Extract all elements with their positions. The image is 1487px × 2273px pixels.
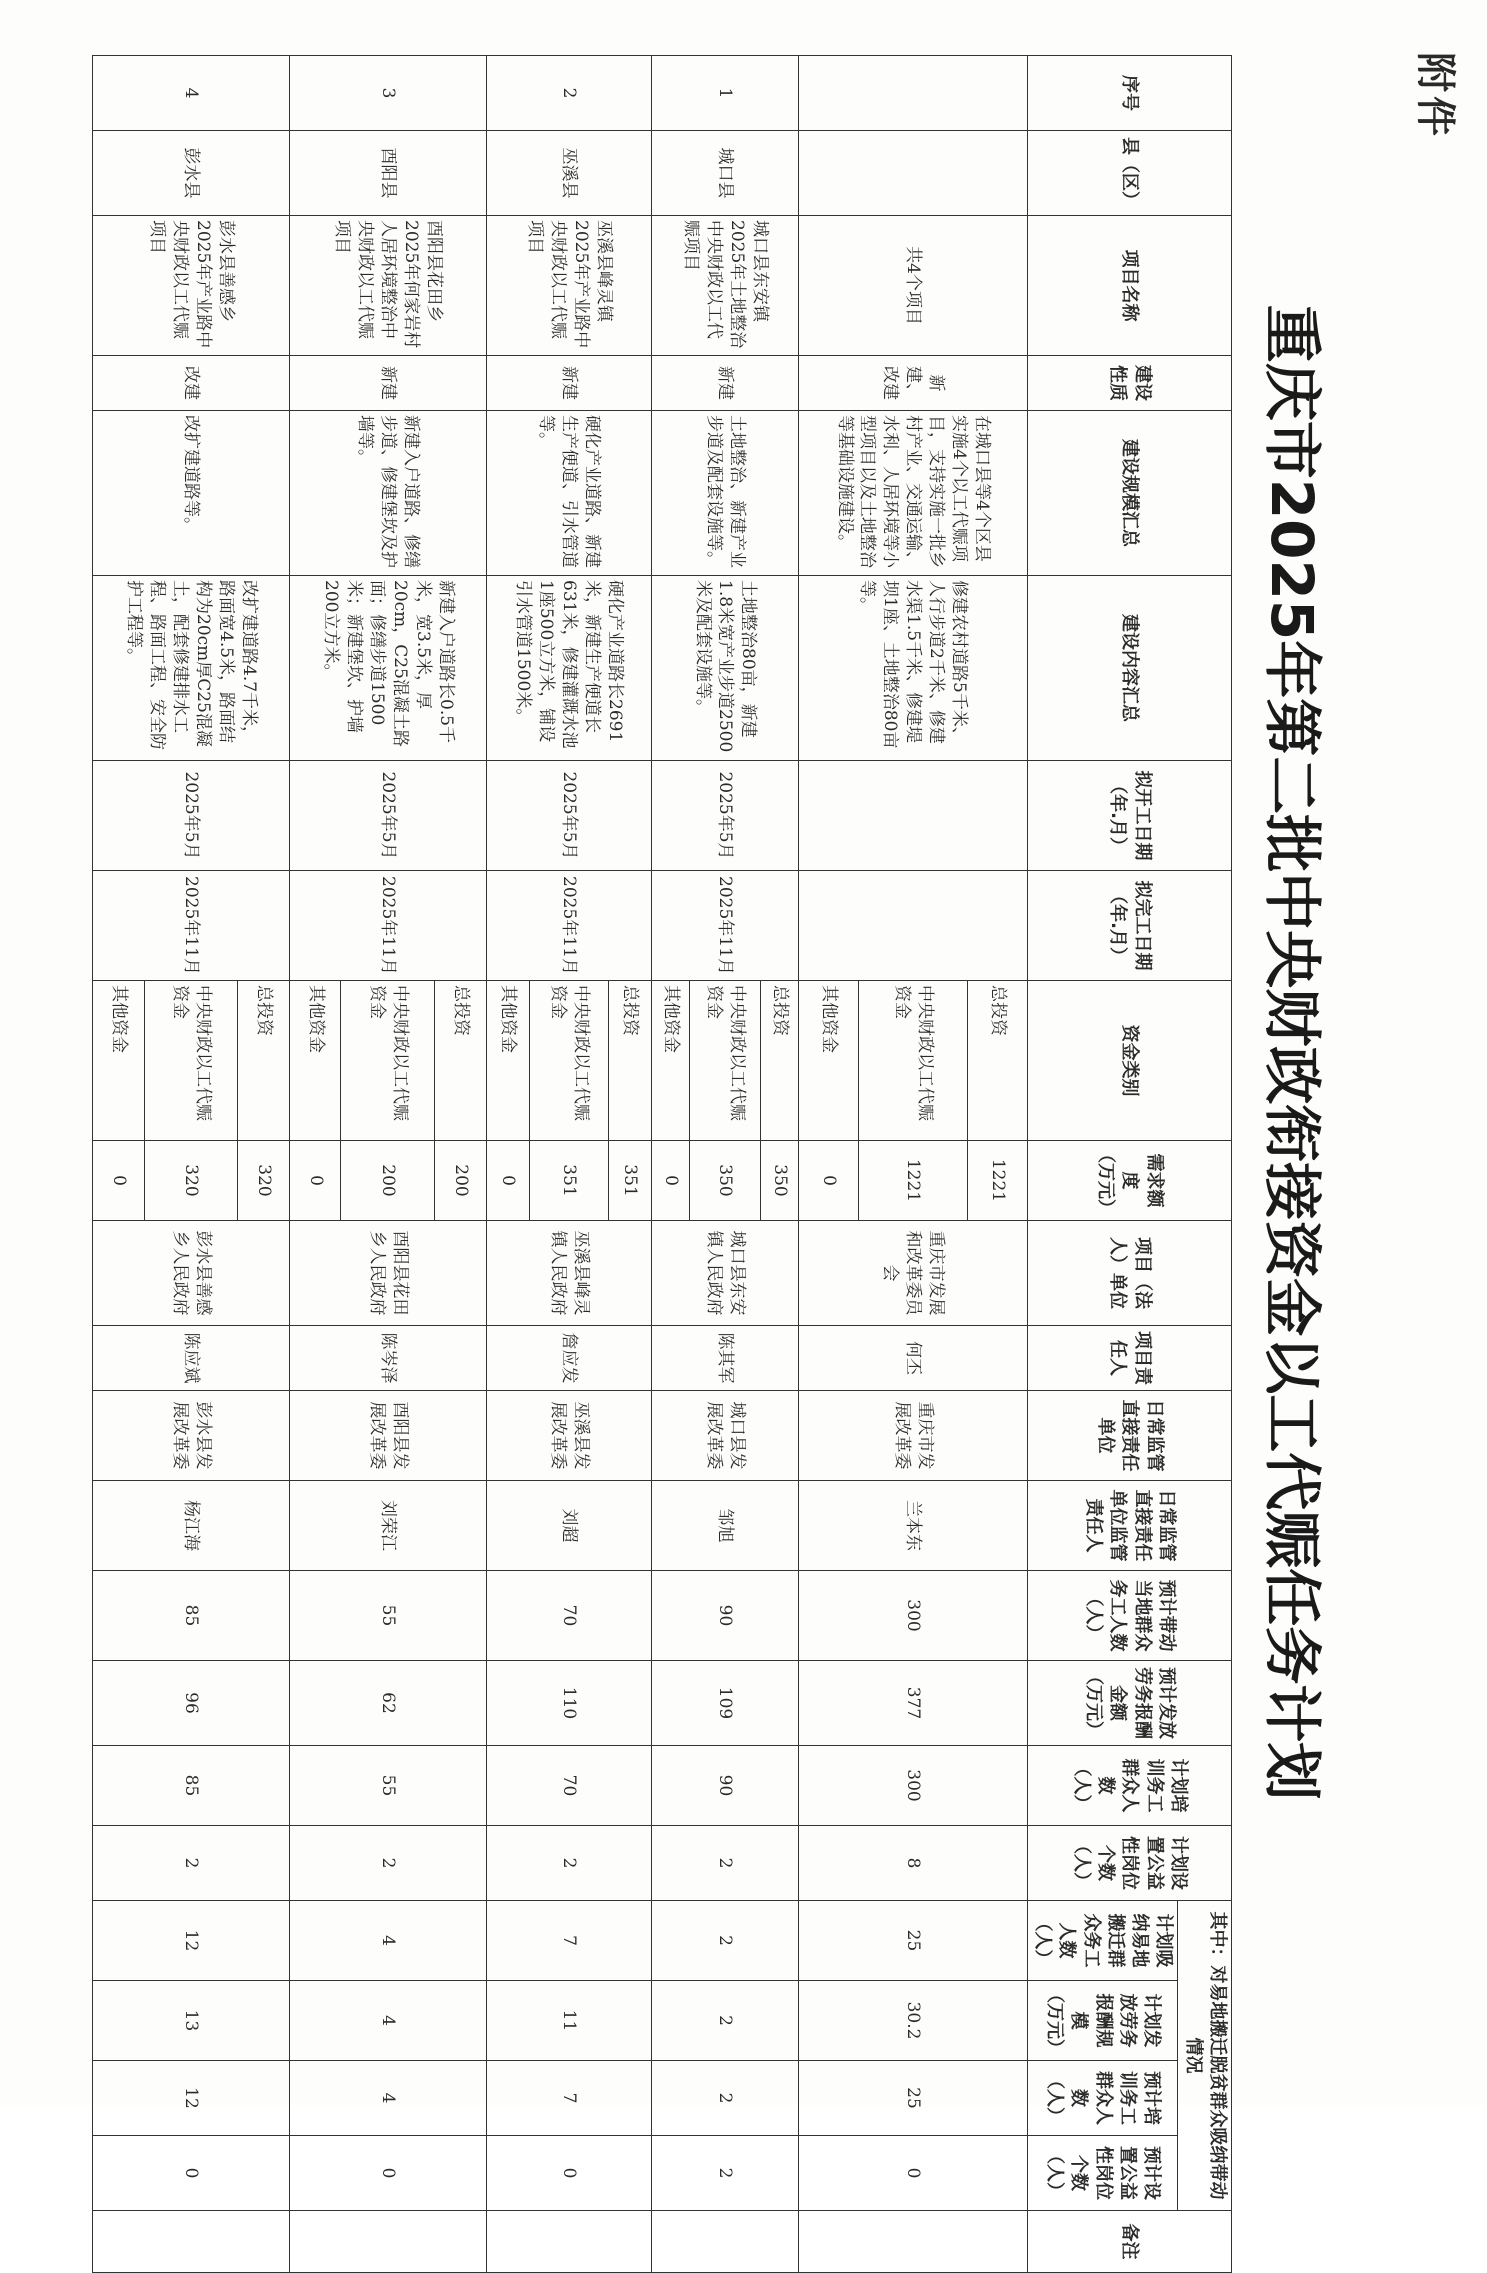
header-relocated-wages-label: 计划发放劳务报酬规模 [1068, 1993, 1163, 2048]
cell-wages: 109 [651, 1661, 798, 1746]
cell-end: 2025年11月 [289, 871, 486, 981]
cell-content: 新建入户道路长0.5千米，宽3.5米，厚20cm，C25混凝土路面；修缮步道1500米；新建堡坎、护墙200立方米。 [289, 576, 486, 761]
cell-remarks [799, 2211, 1027, 2273]
cell-relocated-posts: 2 [651, 2136, 798, 2211]
cell-relocated-workers: 7 [486, 1901, 651, 1981]
cell-construction-type: 新建、改建 [799, 356, 1027, 411]
cell-construction-type: 新建 [651, 356, 798, 411]
cell-content: 土地整治80亩，新建1.8米宽产业步道2500米及配套设施等。 [651, 576, 798, 761]
cell-relocated-posts: 0 [93, 2136, 290, 2211]
cell-scale: 改扩建道路等。 [93, 411, 290, 576]
header-relocated-posts-unit: （人） [1044, 2146, 1066, 2200]
header-trained-unit: （人） [1070, 1758, 1092, 1813]
attachment-label: 附件 [1412, 52, 1458, 140]
cell-fund-type-other: 其他资金 [93, 981, 145, 1141]
cell-relocated-wages: 4 [289, 1981, 486, 2061]
cell-owner: 陈应斌 [93, 1326, 290, 1391]
cell-wages: 62 [289, 1661, 486, 1746]
cell-amount-central: 351 [529, 1141, 608, 1221]
header-end: 拟完工日期（年.月） [1027, 871, 1231, 981]
header-relocated-posts [1027, 2136, 1178, 2211]
cell-unit: 重庆市发展和改革委员会 [799, 1221, 1027, 1326]
cell-seq: 3 [289, 56, 486, 131]
cell-start [799, 761, 1027, 871]
header-remarks: 备注 [1027, 2211, 1231, 2273]
header-wages [1027, 1661, 1231, 1746]
cell-public-posts: 8 [799, 1826, 1027, 1901]
cell-workers: 300 [799, 1571, 1027, 1661]
cell-remarks [651, 2211, 798, 2273]
cell-amount-other: 0 [289, 1141, 341, 1221]
cell-trained: 300 [799, 1746, 1027, 1826]
cell-relocated-wages: 30.2 [799, 1981, 1027, 2061]
cell-supervisor-person: 刘超 [486, 1481, 651, 1571]
cell-project-name: 城口县东安镇2025年土地整治中央财政以工代赈项目 [651, 216, 798, 356]
cell-relocated-trained: 4 [289, 2061, 486, 2136]
header-trained-label: 计划培训务工群众人数 [1095, 1758, 1190, 1813]
header-start: 拟开工日期（年.月） [1027, 761, 1231, 871]
header-public-posts-label: 计划设置公益性岗位个数 [1095, 1836, 1190, 1890]
cell-construction-type: 改建 [93, 356, 290, 411]
cell-seq: 4 [93, 56, 290, 131]
cell-content: 改扩建道路4.7千米，路面宽4.5米，路面结构为20cm厚C25混凝土，配套修建排水工程、路面工程、安全防护工程等。 [93, 576, 290, 761]
header-trained [1027, 1746, 1231, 1826]
cell-owner: 何丕 [799, 1326, 1027, 1391]
cell-amount-other: 0 [651, 1141, 690, 1221]
cell-remarks [289, 2211, 486, 2273]
cell-trained: 70 [486, 1746, 651, 1826]
cell-relocated-posts: 0 [799, 2136, 1027, 2211]
cell-content: 硬化产业道路长2691米，新建生产便道长631米，修建灌溉水池1座500立方米，铺设引水管道1500米。 [486, 576, 651, 761]
cell-scale: 土地整治、新建产业步道及配套设施等。 [651, 411, 798, 576]
cell-fund-type-total: 总投资 [435, 981, 486, 1141]
cell-fund-type-total: 总投资 [967, 981, 1027, 1141]
cell-fund-type-central: 中央财政以工代赈资金 [341, 981, 435, 1141]
cell-supervisor-unit: 巫溪县发展改革委 [486, 1391, 651, 1481]
cell-scale: 在城口县等4个区县实施4个以工代赈项目，支持实施一批乡村产业、交通运输、水利、人居环境等小型项目以及土地整治等基础设施建设。 [799, 411, 1027, 576]
cell-amount-total: 200 [435, 1141, 486, 1221]
cell-county: 巫溪县 [486, 131, 651, 216]
cell-fund-type-central: 中央财政以工代赈资金 [690, 981, 760, 1141]
cell-scale: 硬化产业道路、新建生产便道、引水管道等。 [486, 411, 651, 576]
cell-supervisor-unit: 彭水县发展改革委 [93, 1391, 290, 1481]
summary-row-total [967, 56, 1027, 2273]
cell-county: 城口县 [651, 131, 798, 216]
cell-owner: 詹应发 [486, 1326, 651, 1391]
header-relocation-group: 其中：对易地搬迁脱贫群众吸纳带动情况 [1178, 1901, 1232, 2211]
cell-trained: 90 [651, 1746, 798, 1826]
cell-wages: 377 [799, 1661, 1027, 1746]
cell-supervisor-person: 杨江海 [93, 1481, 290, 1571]
cell-amount-total: 1221 [967, 1141, 1027, 1221]
cell-amount-other: 0 [799, 1141, 859, 1221]
cell-relocated-workers: 25 [799, 1901, 1027, 1981]
header-supervisor-unit: 日常监管直接责任单位 [1027, 1391, 1231, 1481]
document-title: 重庆市2025年第二批中央财政衔接资金以工代赈任务计划 [1258, 304, 1326, 1801]
cell-remarks [486, 2211, 651, 2273]
cell-unit: 酉阳县花田乡人民政府 [289, 1221, 486, 1326]
cell-unit: 巫溪县峰灵镇人民政府 [486, 1221, 651, 1326]
cell-public-posts: 2 [651, 1826, 798, 1901]
header-supervisor-person: 日常监管直接责任单位监管责任人 [1027, 1481, 1231, 1571]
cell-remarks [93, 2211, 290, 2273]
cell-relocated-posts: 0 [289, 2136, 486, 2211]
cell-supervisor-unit: 城口县发展改革委 [651, 1391, 798, 1481]
cell-owner: 陈其军 [651, 1326, 798, 1391]
header-relocated-workers-label: 计划吸纳易地搬迁群众务工人数 [1056, 1913, 1175, 1968]
cell-relocated-workers: 2 [651, 1901, 798, 1981]
header-project-name: 项目名称 [1027, 216, 1231, 356]
cell-relocated-trained: 2 [651, 2061, 798, 2136]
header-relocated-wages-unit: （万元） [1044, 1985, 1066, 2057]
cell-fund-type-central: 中央财政以工代赈资金 [858, 981, 967, 1141]
cell-relocated-trained: 7 [486, 2061, 651, 2136]
cell-fund-type-other: 其他资金 [799, 981, 859, 1141]
cell-relocated-workers: 12 [93, 1901, 290, 1981]
header-workers [1027, 1571, 1231, 1661]
project-row-total [760, 56, 799, 2273]
header-relocated-workers-unit: （人） [1031, 1913, 1053, 1968]
cell-supervisor-person: 刘荣江 [289, 1481, 486, 1571]
header-wages-unit: （万元） [1083, 1667, 1105, 1739]
header-fund-type: 资金类别 [1027, 981, 1231, 1141]
cell-county: 彭水县 [93, 131, 290, 216]
cell-start: 2025年5月 [289, 761, 486, 871]
cell-workers: 85 [93, 1571, 290, 1661]
header-row-1 [1178, 56, 1232, 2273]
cell-end: 2025年11月 [651, 871, 798, 981]
cell-amount-central: 350 [690, 1141, 760, 1221]
cell-amount-total: 350 [760, 1141, 799, 1221]
cell-construction-type: 新建 [289, 356, 486, 411]
header-relocated-trained-label: 预计培训务工群众人数 [1068, 2071, 1163, 2125]
cell-end: 2025年11月 [93, 871, 290, 981]
cell-relocated-posts: 0 [486, 2136, 651, 2211]
cell-fund-type-total: 总投资 [238, 981, 289, 1141]
cell-supervisor-unit: 重庆市发展改革委 [799, 1391, 1027, 1481]
cell-project-name: 巫溪县峰灵镇2025年产业路中央财政以工代赈项目 [486, 216, 651, 356]
cell-relocated-wages: 2 [651, 1981, 798, 2061]
cell-owner: 陈岑泽 [289, 1326, 486, 1391]
cell-public-posts: 2 [93, 1826, 290, 1901]
cell-amount-total: 351 [608, 1141, 651, 1221]
cell-relocated-trained: 25 [799, 2061, 1027, 2136]
header-relocated-trained [1027, 2061, 1178, 2136]
cell-public-posts: 2 [289, 1826, 486, 1901]
header-public-posts [1027, 1826, 1231, 1901]
cell-supervisor-unit: 酉阳县发展改革委 [289, 1391, 486, 1481]
header-amount [1027, 1141, 1231, 1221]
header-relocated-wages [1027, 1981, 1178, 2061]
cell-end [799, 871, 1027, 981]
cell-wages: 110 [486, 1661, 651, 1746]
cell-county: 酉阳县 [289, 131, 486, 216]
cell-workers: 70 [486, 1571, 651, 1661]
cell-end: 2025年11月 [486, 871, 651, 981]
project-row-total [435, 56, 486, 2273]
cell-relocated-trained: 12 [93, 2061, 290, 2136]
cell-content: 修建农村道路5千米、人行步道2千米、修建水渠1.5千米、修建堤坝1座、土地整治80亩等。 [799, 576, 1027, 761]
header-amount-label: 需求额度 [1119, 1153, 1165, 1208]
cell-fund-type-other: 其他资金 [289, 981, 341, 1141]
header-public-posts-unit: （人） [1070, 1836, 1092, 1890]
header-content: 建设内容汇总 [1027, 576, 1231, 761]
cell-workers: 90 [651, 1571, 798, 1661]
cell-unit: 彭水县善感乡人民政府 [93, 1221, 290, 1326]
cell-trained: 55 [289, 1746, 486, 1826]
cell-workers: 55 [289, 1571, 486, 1661]
cell-fund-type-central: 中央财政以工代赈资金 [144, 981, 238, 1141]
cell-amount-central: 200 [341, 1141, 435, 1221]
task-plan-table [92, 55, 1232, 2273]
cell-project-name: 彭水县善感乡2025年产业路中央财政以工代赈项目 [93, 216, 290, 356]
cell-scale: 新建入户道路、修缮步道、修建堡坎及护墙等。 [289, 411, 486, 576]
cell-start: 2025年5月 [486, 761, 651, 871]
cell-public-posts: 2 [486, 1826, 651, 1901]
header-seq: 序号 [1027, 56, 1231, 131]
cell-supervisor-person: 兰本东 [799, 1481, 1027, 1571]
cell-supervisor-person: 邹旭 [651, 1481, 798, 1571]
cell-amount-total: 320 [238, 1141, 289, 1221]
cell-relocated-wages: 13 [93, 1981, 290, 2061]
cell-project-name: 共4个项目 [799, 216, 1027, 356]
header-unit: 项目（法人）单位 [1027, 1221, 1231, 1326]
cell-construction-type: 新建 [486, 356, 651, 411]
cell-fund-type-other: 其他资金 [486, 981, 529, 1141]
header-scale: 建设规模汇总 [1027, 411, 1231, 576]
cell-relocated-wages: 11 [486, 1981, 651, 2061]
header-workers-unit: （人） [1083, 1588, 1105, 1643]
cell-wages: 96 [93, 1661, 290, 1746]
project-row-total [608, 56, 651, 2273]
cell-seq [799, 56, 1027, 131]
cell-amount-other: 0 [93, 1141, 145, 1221]
cell-county [799, 131, 1027, 216]
cell-seq: 2 [486, 56, 651, 131]
header-workers-label: 预计带动当地群众务工人数 [1107, 1579, 1177, 1652]
header-relocated-trained-unit: （人） [1044, 2071, 1066, 2125]
cell-trained: 85 [93, 1746, 290, 1826]
cell-unit: 城口县东安镇人民政府 [651, 1221, 798, 1326]
cell-project-name: 酉阳县花田乡2025年何家岩村人居环境整治中央财政以工代赈项目 [289, 216, 486, 356]
header-owner: 项目责任人 [1027, 1326, 1231, 1391]
header-wages-label: 预计发放劳务报酬金额 [1107, 1667, 1177, 1739]
cell-fund-type-total: 总投资 [608, 981, 651, 1141]
cell-amount-other: 0 [486, 1141, 529, 1221]
project-row-total [238, 56, 289, 2273]
cell-relocated-workers: 4 [289, 1901, 486, 1981]
cell-start: 2025年5月 [93, 761, 290, 871]
header-construction-type: 建设性质 [1027, 356, 1231, 411]
header-county: 县（区） [1027, 131, 1231, 216]
header-relocated-workers [1027, 1901, 1178, 1981]
cell-fund-type-other: 其他资金 [651, 981, 690, 1141]
cell-amount-central: 320 [144, 1141, 238, 1221]
header-relocated-posts-label: 预计设置公益性岗位个数 [1068, 2146, 1163, 2200]
header-amount-unit: （万元） [1095, 1145, 1117, 1217]
cell-amount-central: 1221 [858, 1141, 967, 1221]
cell-fund-type-central: 中央财政以工代赈资金 [529, 981, 608, 1141]
cell-seq: 1 [651, 56, 798, 131]
cell-start: 2025年5月 [651, 761, 798, 871]
cell-fund-type-total: 总投资 [760, 981, 799, 1141]
